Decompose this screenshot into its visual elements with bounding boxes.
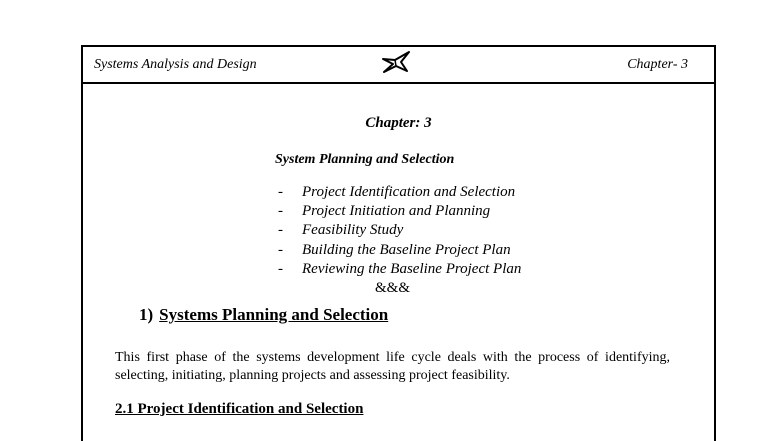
header-course-title: Systems Analysis and Design: [94, 57, 257, 72]
subsection-heading: 2.1 Project Identification and Selection: [115, 401, 364, 417]
list-item: [278, 241, 521, 260]
list-item: [278, 221, 521, 240]
list-item: [278, 202, 521, 221]
topic-text: Project Identification and Selection: [302, 184, 516, 200]
topic-text: Project Initiation and Planning: [302, 203, 491, 220]
section-separator: &&&: [375, 280, 411, 296]
list-dash: -: [278, 241, 283, 258]
chapter-title: Chapter: 3: [365, 115, 432, 131]
list-dash: -: [278, 203, 283, 220]
section-title: Systems Planning and Selection: [159, 305, 389, 324]
intro-paragraph: This first phase of the systems development life cycle deals with the process of identifying, selecting, initiating, planning projects and assessing project feasibility.: [115, 350, 670, 383]
section-heading: [139, 305, 388, 325]
section-number: 1): [139, 305, 154, 324]
topic-list: [278, 183, 521, 279]
page-header: [83, 47, 714, 84]
list-dash: -: [278, 260, 283, 277]
list-dash: -: [278, 184, 283, 200]
star-outline-icon: [380, 50, 414, 76]
list-dash: -: [278, 222, 283, 239]
chapter-subtitle: System Planning and Selection: [275, 152, 455, 167]
header-chapter-label: Chapter- 3: [627, 57, 688, 72]
document-page: [81, 45, 716, 441]
list-item: [278, 260, 521, 279]
topic-text: Feasibility Study: [302, 222, 404, 239]
list-item: [278, 183, 521, 202]
topic-text: Building the Baseline Project Plan: [302, 241, 511, 258]
topic-text: Reviewing the Baseline Project Plan: [302, 260, 522, 277]
